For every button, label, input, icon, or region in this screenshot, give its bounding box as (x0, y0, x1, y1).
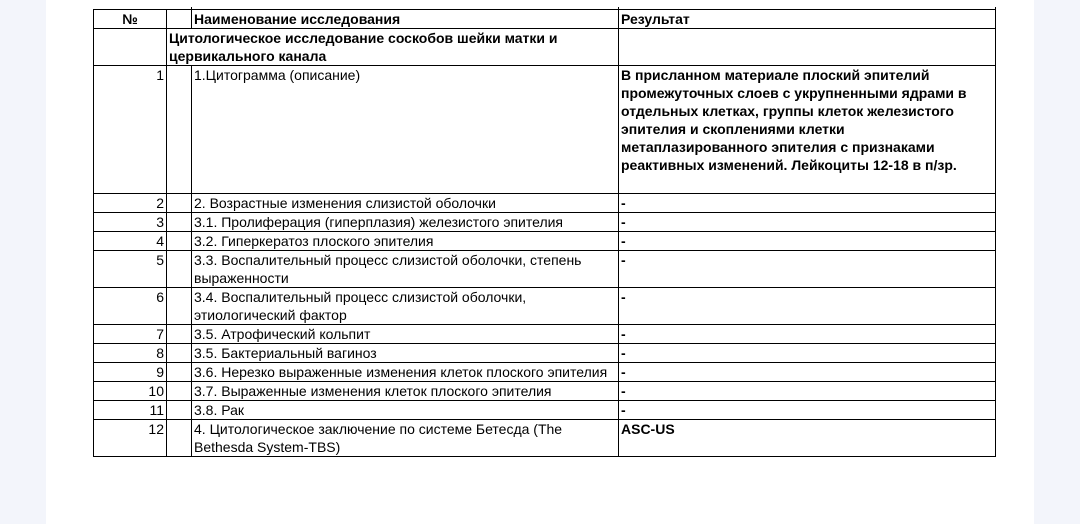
header-blank-cell (167, 10, 192, 29)
row-name: 3.5. Бактериальный вагиноз (192, 344, 619, 363)
table-row (94, 213, 996, 232)
table-row (94, 363, 996, 382)
row-blank-cell (167, 325, 192, 344)
document-page (46, 0, 1034, 524)
table-row (94, 344, 996, 363)
section-result-cell (619, 29, 996, 66)
row-result: - (619, 325, 996, 344)
header-result: Результат (619, 10, 996, 29)
row-number: 5 (94, 251, 167, 288)
row-result: - (619, 232, 996, 251)
table-row (94, 194, 996, 213)
row-result: В присланном материале плоский эпителий промежуточных слоев с укрупненными ядрами в отдельных клетках, группы клеток железистого эпителия и скоплениями клетки метаплазированного эпителия с признаками реактивных изменений. Лейкоциты 12-18 в п/зр. (619, 66, 996, 194)
table-header-row (94, 10, 996, 29)
row-name: 4. Цитологическое заключение по системе Бетесда (The Bethesda System-TBS) (192, 420, 619, 457)
row-result: - (619, 213, 996, 232)
row-blank-cell (167, 288, 192, 325)
row-number: 8 (94, 344, 167, 363)
table-row (94, 420, 996, 457)
table-row (94, 325, 996, 344)
row-result: - (619, 344, 996, 363)
row-number: 9 (94, 363, 167, 382)
row-number: 3 (94, 213, 167, 232)
row-name: 3.4. Воспалительный процесс слизистой оболочки, этиологический фактор (192, 288, 619, 325)
table-row (94, 401, 996, 420)
row-number: 1 (94, 66, 167, 194)
row-name: 3.5. Атрофический кольпит (192, 325, 619, 344)
row-blank-cell (167, 344, 192, 363)
row-result: ASC-US (619, 420, 996, 457)
row-name: 3.7. Выраженные изменения клеток плоского эпителия (192, 382, 619, 401)
header-number: № (94, 10, 167, 29)
table-row (94, 288, 996, 325)
row-result: - (619, 401, 996, 420)
row-number: 11 (94, 401, 167, 420)
row-number: 4 (94, 232, 167, 251)
table-row (94, 66, 996, 194)
row-blank-cell (167, 232, 192, 251)
section-number-cell (94, 29, 167, 66)
row-name: 1.Цитограмма (описание) (192, 66, 619, 194)
cytology-results-table (93, 7, 996, 457)
row-result: - (619, 194, 996, 213)
row-blank-cell (167, 251, 192, 288)
row-blank-cell (167, 66, 192, 194)
row-name: 3.6. Нерезко выраженные изменения клеток плоского эпителия (192, 363, 619, 382)
row-number: 2 (94, 194, 167, 213)
table-row (94, 232, 996, 251)
table-row (94, 382, 996, 401)
row-name: 3.3. Воспалительный процесс слизистой оболочки, степень выраженности (192, 251, 619, 288)
row-number: 7 (94, 325, 167, 344)
header-name: Наименование исследования (192, 10, 619, 29)
row-name: 2. Возрастные изменения слизистой оболочки (192, 194, 619, 213)
row-name: 3.2. Гиперкератоз плоского эпителия (192, 232, 619, 251)
row-result: - (619, 363, 996, 382)
row-blank-cell (167, 213, 192, 232)
row-blank-cell (167, 420, 192, 457)
row-blank-cell (167, 363, 192, 382)
row-number: 12 (94, 420, 167, 457)
row-blank-cell (167, 401, 192, 420)
row-result: - (619, 382, 996, 401)
row-number: 10 (94, 382, 167, 401)
row-result: - (619, 251, 996, 288)
section-title-row (94, 29, 996, 66)
row-name: 3.1. Пролиферация (гиперплазия) железистого эпителия (192, 213, 619, 232)
table-row (94, 251, 996, 288)
row-blank-cell (167, 382, 192, 401)
row-name: 3.8. Рак (192, 401, 619, 420)
section-title: Цитологическое исследование соскобов шейки матки и цервикального канала (167, 29, 619, 66)
row-result: - (619, 288, 996, 325)
row-blank-cell (167, 194, 192, 213)
row-number: 6 (94, 288, 167, 325)
